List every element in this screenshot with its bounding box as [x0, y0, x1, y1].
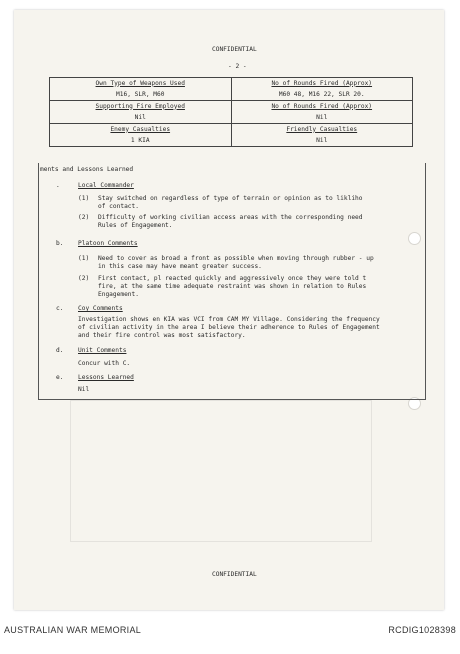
archive-credit: AUSTRALIAN WAR MEMORIAL: [4, 625, 142, 635]
item-num: (1): [78, 255, 90, 262]
coy-text: Investigation shows en KIA was VCI from CAM MY Village. Considering the frequency: [78, 316, 380, 323]
section-b-letter: b.: [56, 240, 64, 247]
rounds-value: M60 48, M16 22, SLR 20.: [231, 88, 413, 101]
item-text: First contact, pl reacted quickly and aggressively once they were told t: [98, 275, 367, 282]
item-num: (2): [78, 275, 90, 282]
item-text: Difficulty of working civilian access areas with the corresponding need: [98, 214, 363, 221]
support-value: Nil: [50, 111, 232, 124]
support-rounds-label: No of Rounds Fired (Approx): [231, 101, 413, 112]
section-c-title: Coy Comments: [78, 305, 123, 312]
support-rounds-value: Nil: [231, 111, 413, 124]
section-d-letter: d.: [56, 347, 64, 354]
coy-text: of civilian activity in the area I believe their adherence to Rules of Engagement: [78, 324, 380, 331]
item-text: Need to cover as broad a front as possible when moving through rubber - up: [98, 255, 374, 262]
item-text: in this case may have meant greater success.: [98, 263, 262, 270]
weapons-value: M16, SLR, M60: [50, 88, 232, 101]
archive-id: RCDIG1028398: [388, 625, 456, 635]
enemy-casualties-value: 1 KIA: [50, 134, 232, 147]
coy-text: and their fire control was most satisfactory.: [78, 332, 246, 339]
section-e-letter: e.: [56, 374, 64, 381]
bleed-through: [70, 400, 372, 542]
page-number: - 2 -: [228, 63, 247, 70]
section-b-title: Platoon Comments: [78, 240, 138, 247]
section-d-title: Unit Comments: [78, 347, 127, 354]
item-text: fire, at the same time adequate restraint was shown in relation to Rules: [98, 283, 367, 290]
friendly-casualties-value: Nil: [231, 134, 413, 147]
weapons-label: Own Type of Weapons Used: [50, 78, 232, 89]
item-text: Engagement.: [98, 291, 139, 298]
lessons-learned-text: Nil: [78, 386, 90, 393]
section-e-title: Lessons Learned: [78, 374, 134, 381]
section-a-title: Local Commander: [78, 182, 134, 189]
support-label: Supporting Fire Employed: [50, 101, 232, 112]
item-text: Stay switched on regardless of type of terrain or opinion as to likliho: [98, 195, 363, 202]
summary-table: [49, 77, 413, 147]
item-num: (1): [78, 195, 90, 202]
header-classification: CONFIDENTIAL: [212, 46, 257, 53]
item-num: (2): [78, 214, 90, 221]
section-c-letter: c.: [56, 305, 64, 312]
friendly-casualties-label: Friendly Casualties: [231, 124, 413, 135]
footer-classification: CONFIDENTIAL: [212, 571, 257, 578]
unit-comments-text: Concur with C.: [78, 360, 131, 367]
rounds-label: No of Rounds Fired (Approx): [231, 78, 413, 89]
lessons-heading: ments and Lessons Learned: [40, 166, 134, 173]
item-text: of contact.: [98, 203, 139, 210]
section-a-letter: .: [56, 182, 60, 189]
enemy-casualties-label: Enemy Casualties: [50, 124, 232, 135]
item-text: Rules of Engagement.: [98, 222, 173, 229]
